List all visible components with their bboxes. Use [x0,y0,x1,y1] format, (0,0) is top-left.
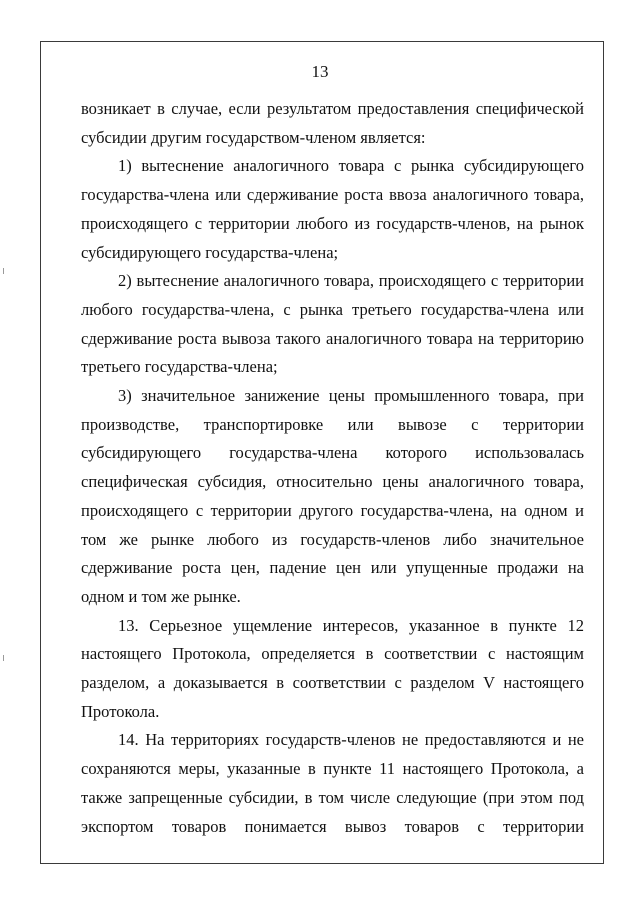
list-item-1: 1) вытеснение аналогичного товара с рынка субсидирующего государства-члена или сдерживание роста ввоза аналогичного товара, происходящего с территории любого из государств-членов, на рынок субсидирующего государства-члена; [81,156,584,262]
clause-13: 13. Серьезное ущемление интересов, указанное в пункте 12 настоящего Протокола, определяется в соответствии с настоящим разделом, а доказывается в соответствии с разделом V настоящего Протокола. [81,615,584,721]
clause-14: 14. На территориях государств-членов не предоставляются и не сохраняются меры, указанные в пункте 11 настоящего Протокола, а также запрещенные субсидии, в том числе следующие (при этом под экспортом товаров понимается вывоз товаров с территории [81,730,584,836]
page-number: 13 [311,62,329,81]
list-item-3: 3) значительное занижение цены промышленного товара, при производстве, транспортировке или вывозе с территории субсидирующего государства-члена которого использовалась специфическая субсидия, относительно цены аналогичного товара, происходящего с территории другого государства-члена, на одном и том же рынке любого из государств-членов либо значительное сдерживание роста цен, падение цен или упущенные продажи на одном и том же рынке. [81,386,584,606]
list-item-2: 2) вытеснение аналогичного товара, происходящего с территории любого государства-члена, с рынка третьего государства-члена или сдерживание роста вывоза такого аналогичного товара на территорию третьего государства-члена; [81,271,584,377]
scan-margin-mark [3,268,4,274]
document-body [81,95,584,841]
scan-margin-mark [3,655,4,661]
paragraph-continuation: возникает в случае, если результатом предоставления специфической субсидии другим государством-членом является: [81,99,584,147]
